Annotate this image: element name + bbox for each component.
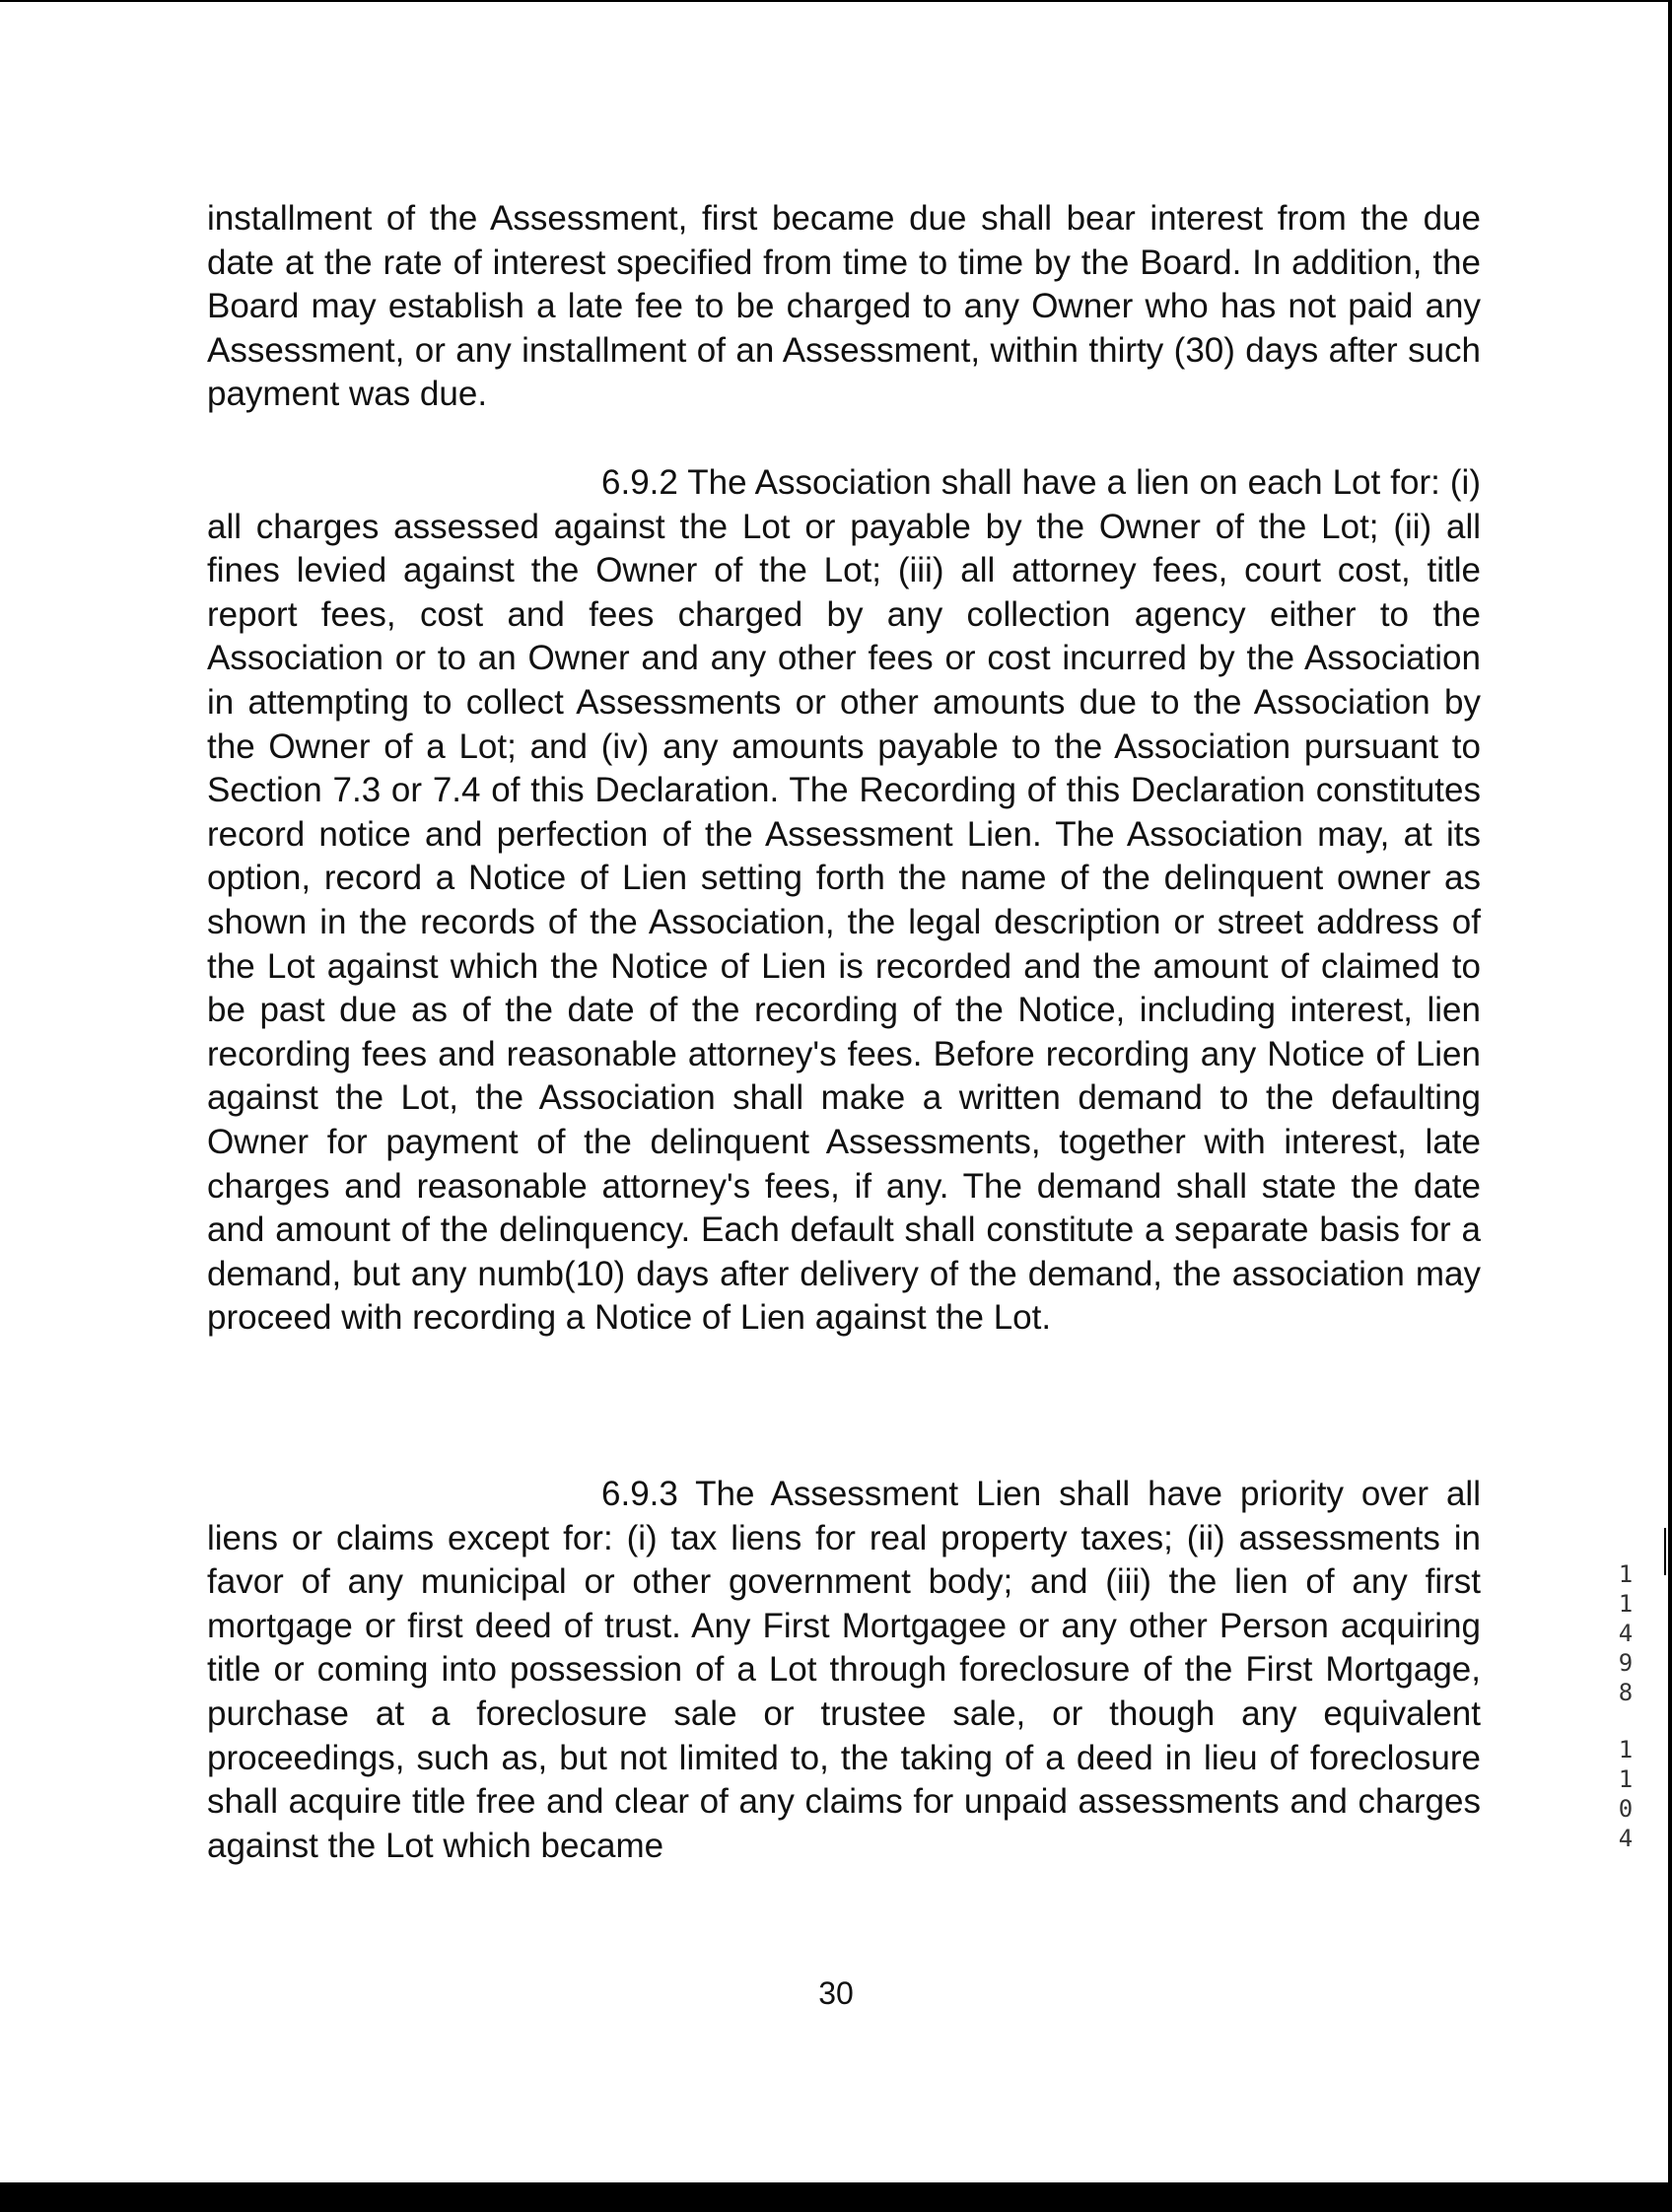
stamp-gap — [1613, 1707, 1638, 1735]
stamp-digit: 4 — [1618, 1620, 1634, 1647]
stamp-digit: 4 — [1618, 1825, 1634, 1852]
paragraph-6-9-2: 6.9.2 The Association shall have a lien on each Lot for: (i) all charges assessed against the Lot or payable by the Owner of the Lot; (ii) all fines levied against the Owner of the Lot; (iii) all attorney fees, court cost, title report fees, cost and fees charged by any collection agency either to the Association or to an Owner and any other fees or cost incurred by the Association in attempting to collect Assessments or other amounts due to the Association by the Owner of a Lot; and (iv) any amounts payable to the Association pursuant to Section 7.3 or 7.4 of this Declaration. The Recording of this Declaration constitutes record notice and perfection of the Assessment Lien. The Association may, at its option, record a Notice of Lien setting forth the name of the delinquent owner as shown in the records of the Association, the legal description or street address of the Lot against which the Notice of Lien is recorded and the amount of claimed to be past due as of the date of the recording of the Notice, including interest, lien recording fees and reasonable attorney's fees. Before recording any Notice of Lien against the Lot, the Association shall make a written demand to the defaulting Owner for payment of the delinquent Assessments, together with interest, late charges and reasonable attorney's fees, if any. The demand shall state the date and amount of the delinquency. Each default shall constitute a separate basis for a demand, but any numb(10) days after delivery of the demand, the association may proceed with recording a Notice of Lien against the Lot. — [207, 463, 1481, 1338]
stamp-digit: 0 — [1618, 1795, 1634, 1823]
stamp-digit: 1 — [1618, 1560, 1634, 1588]
scan-edge-mark — [1664, 1528, 1666, 1575]
stamp-digit: 1 — [1618, 1765, 1634, 1793]
stamp-digit: 1 — [1618, 1590, 1634, 1618]
paragraph-interest: installment of the Assessment, first became due shall bear interest from the due date at the rate of interest specified from time to time by the Board. In addition, the Board may establish a late fee to be charged to any Owner who has not paid any Assessment, or any installment of an Assessment, within thirty (30) days after such payment was due. — [207, 199, 1481, 414]
stamp-digit: 8 — [1618, 1679, 1634, 1706]
page-number: 30 — [818, 1975, 854, 2011]
scan-edge-top — [0, 0, 1672, 2]
stamp-digit: 9 — [1618, 1649, 1634, 1677]
paragraph-6-9-3: 6.9.3 The Assessment Lien shall have priority over all liens or claims except for: (i) tax liens for real property taxes; (ii) assessments in favor of any municipal or other government body; and (iii) the lien of any first mortgage or first deed of trust. Any First Mortgagee or any other Person acquiring title or coming into possession of a Lot through foreclosure of the First Mortgage, purchase at a foreclosure sale or trustee sale, or though any equivalent proceedings, such as, but not limited to, the taking of a deed in lieu of foreclosure shall acquire title free and clear of any claims for unpaid assessments and charges against the Lot which became — [207, 1475, 1481, 1865]
recording-stamp — [1613, 1559, 1638, 1853]
stamp-digit: 1 — [1618, 1736, 1634, 1763]
scan-edge-bottom — [0, 2182, 1672, 2212]
scan-edge-right — [1668, 0, 1672, 2212]
